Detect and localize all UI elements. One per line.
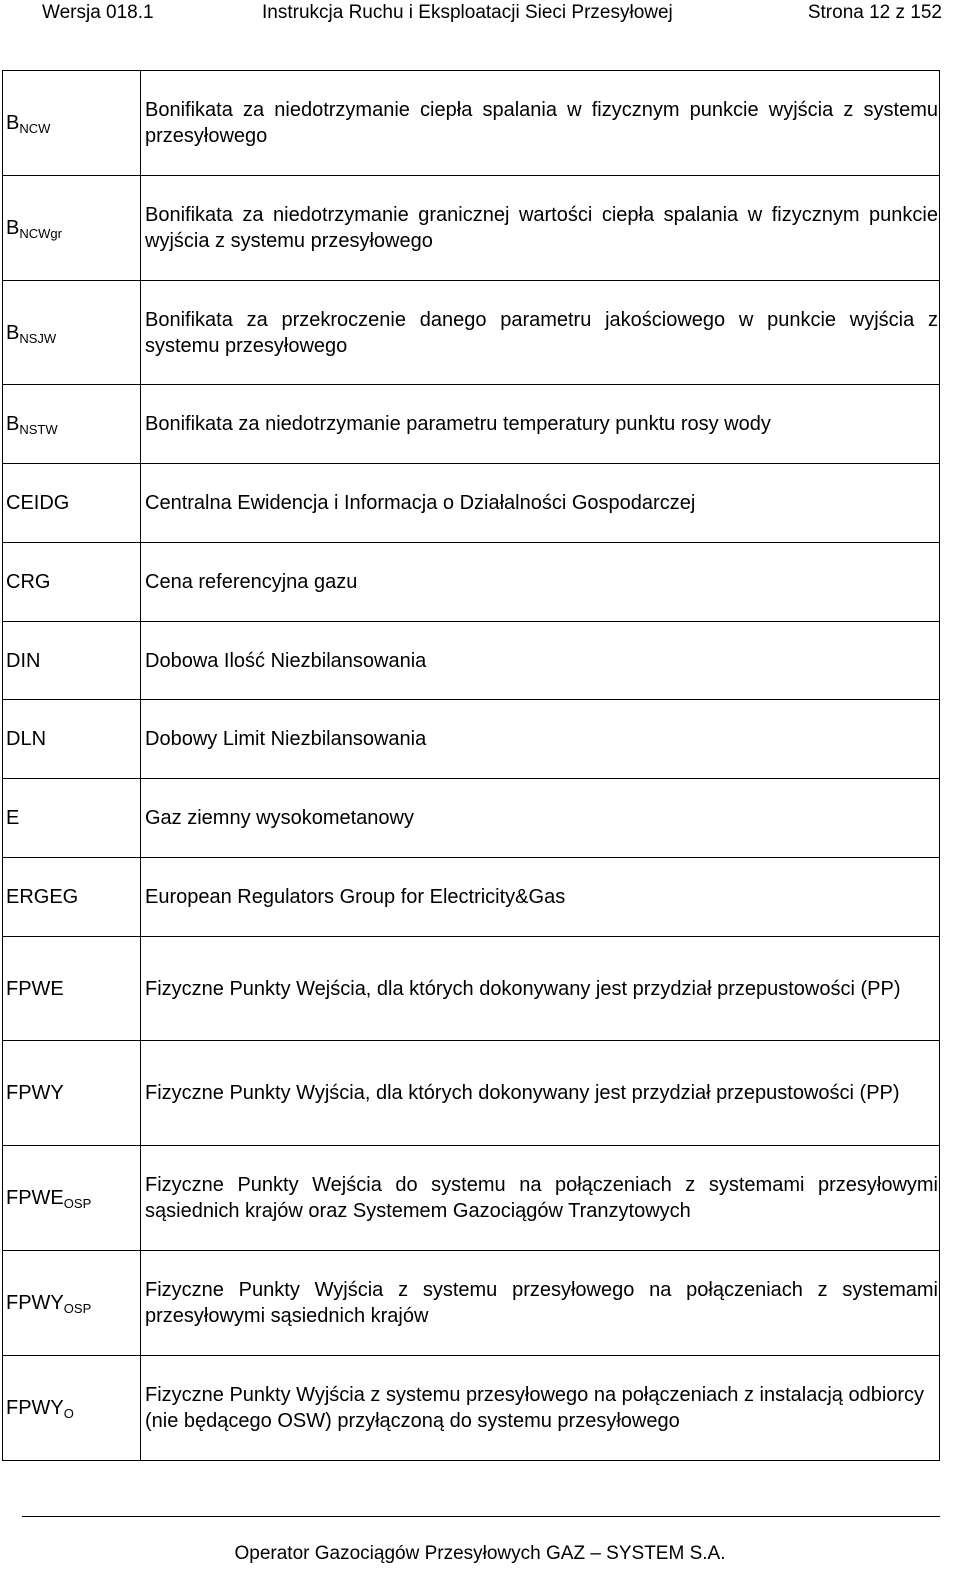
abbreviation: B [6,217,20,239]
abbreviation: CEIDG [6,492,70,514]
abbreviation: FPWE [6,977,64,1000]
abbreviations-table [2,70,940,1461]
table-row [3,1146,940,1251]
abbreviation-subscript: OSP [63,1301,92,1316]
abbreviation: E [6,807,20,829]
abbreviation: B [6,413,20,435]
table-row [3,1041,940,1146]
abbreviation-cell [3,858,141,937]
definition-cell: Fizyczne Punkty Wyjścia, dla których dokonywany jest przydział przepustowości (PP) [141,1041,940,1146]
abbreviation-subscript: NSJW [19,330,57,346]
definition-cell: Cena referencyjna gazu [141,543,940,622]
abbreviation-subscript: NCW [19,121,51,136]
abbreviation: B [6,112,20,134]
definition-cell: Centralna Ewidencja i Informacja o Działalności Gospodarczej [141,464,940,543]
definition-cell: Dobowa Ilość Niezbilansowania [141,622,940,700]
abbreviation-cell [3,1356,141,1461]
abbreviation-subscript: OSP [63,1196,92,1211]
definition-cell: Dobowy Limit Niezbilansowania [141,700,940,779]
table-row [3,700,940,779]
table-row [3,937,940,1041]
abbreviation-cell [3,1146,141,1251]
table-row [3,176,940,281]
table-row [3,464,940,543]
abbreviation-subscript: NSTW [19,422,58,437]
definition-cell: Bonifikata za niedotrzymanie ciepła spalania w fizycznym punkcie wyjścia z systemu przesyłowego [141,71,940,176]
abbreviation-cell [3,71,141,176]
abbreviation-cell [3,464,141,543]
abbreviation: FPWY [6,1397,64,1419]
table-row [3,281,940,385]
table-row [3,622,940,700]
document-version: Wersja 018.1 [42,2,154,23]
table-row [3,1356,940,1461]
table-row [3,858,940,937]
abbreviation: CRG [6,571,51,593]
table-row [3,385,940,464]
abbreviation: FPWY [6,1082,64,1104]
abbreviation-cell [3,622,141,700]
abbreviation-cell [3,543,141,622]
abbreviation-cell [3,281,141,385]
definition-cell: Fizyczne Punkty Wyjścia z systemu przesyłowego na połączeniach z systemami przesyłowymi sąsiednich krajów [141,1251,940,1356]
abbreviation-subscript: NCWgr [19,226,62,241]
definition-cell: Bonifikata za przekroczenie danego parametru jakościowego w punkcie wyjścia z systemu przesyłowego [141,281,940,385]
abbreviation: ERGEG [6,886,79,908]
abbreviation-cell [3,779,141,858]
abbreviation-cell [3,937,141,1041]
definition-cell: Fizyczne Punkty Wejścia, dla których dokonywany jest przydział przepustowości (PP) [141,937,940,1041]
definition-cell: Bonifikata za niedotrzymanie parametru temperatury punktu rosy wody [141,385,940,464]
footer-divider [22,1516,940,1517]
page-header [42,0,942,30]
definition-cell: European Regulators Group for Electricity&Gas [141,858,940,937]
definition-cell: Bonifikata za niedotrzymanie granicznej wartości ciepła spalania w fizycznym punkcie wyjścia z systemu przesyłowego [141,176,940,281]
abbreviation: FPWY [6,1292,64,1314]
abbreviation: FPWE [6,1187,64,1209]
abbreviation-cell [3,1041,141,1146]
table-row [3,1251,940,1356]
abbreviation-cell [3,385,141,464]
table-row [3,71,940,176]
abbreviation-cell [3,1251,141,1356]
footer-company: Operator Gazociągów Przesyłowych GAZ – SYSTEM S.A. [234,1543,726,1564]
abbreviation: DIN [6,649,41,672]
page-number: Strona 12 z 152 [807,2,942,23]
table-row [3,779,940,858]
table-row [3,543,940,622]
abbreviation: B [6,321,20,344]
abbreviation-cell [3,700,141,779]
abbreviation-cell [3,176,141,281]
abbreviation-subscript: O [63,1406,74,1421]
definition-cell: Fizyczne Punkty Wejścia do systemu na połączeniach z systemami przesyłowymi sąsiednich krajów oraz Systemem Gazociągów Tranzytowych [141,1146,940,1251]
definition-cell: Fizyczne Punkty Wyjścia z systemu przesyłowego na połączeniach z instalacją odbiorcy (nie będącego OSW) przyłączoną do systemu przesyłowego [141,1356,940,1461]
document-title: Instrukcja Ruchu i Eksploatacji Sieci Przesyłowej [262,2,673,23]
abbreviation: DLN [6,728,47,750]
definition-cell: Gaz ziemny wysokometanowy [141,779,940,858]
